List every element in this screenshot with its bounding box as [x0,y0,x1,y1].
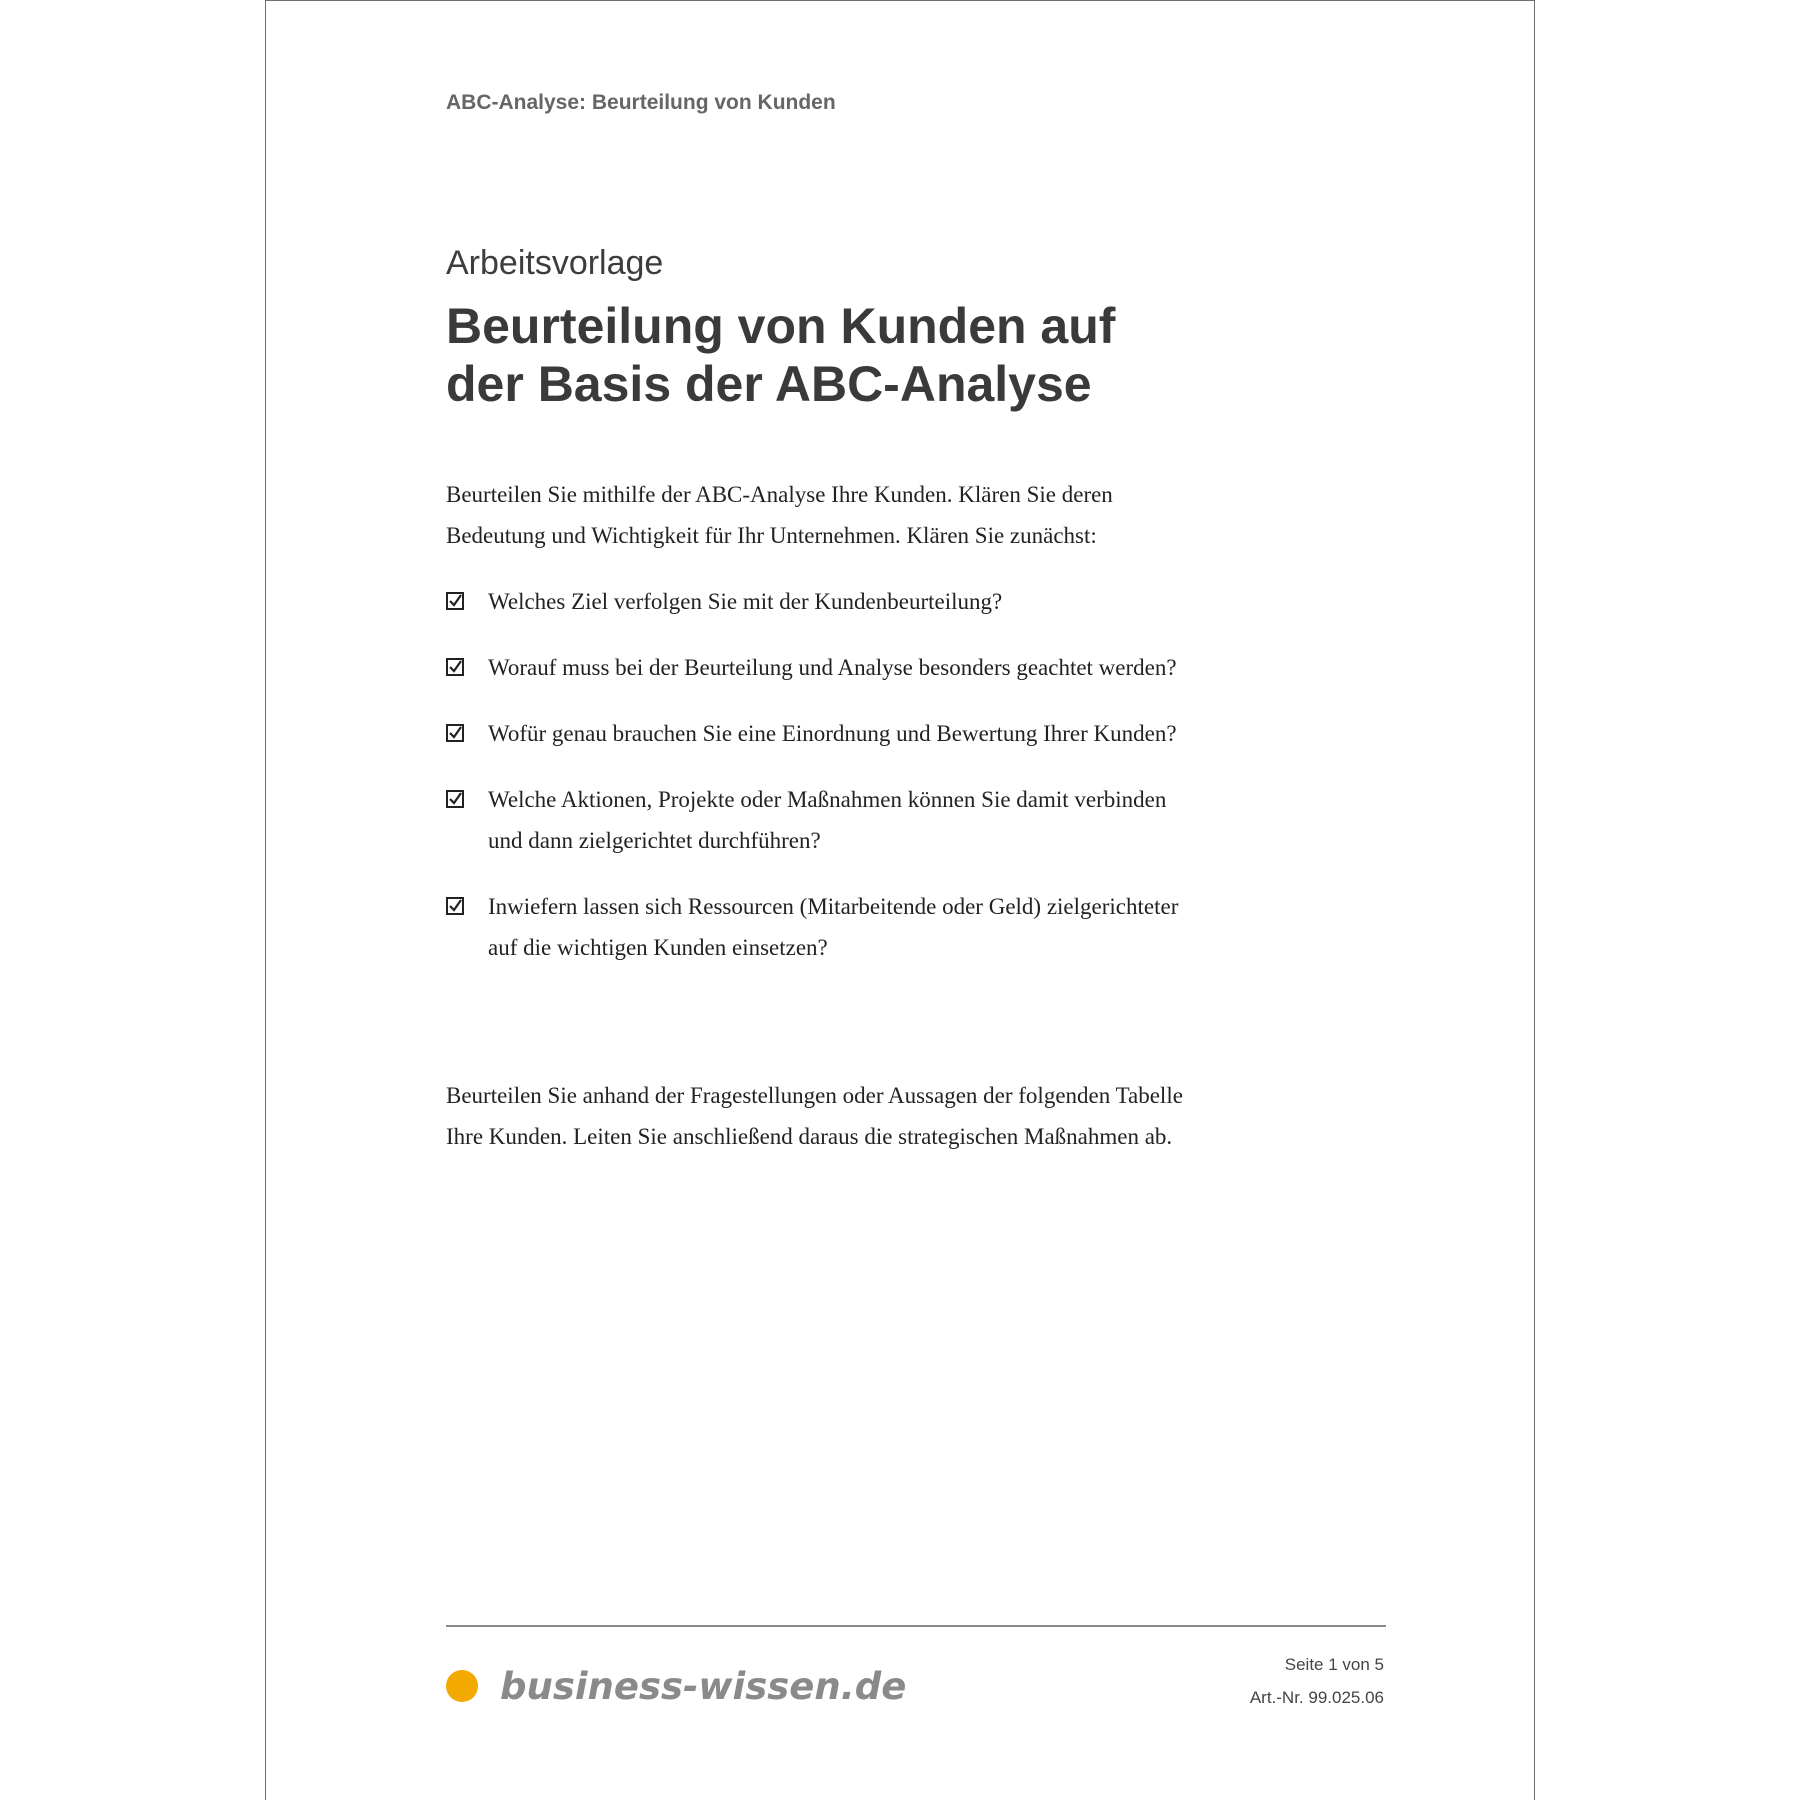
checklist-item [446,581,1186,622]
intro-paragraph: Beurteilen Sie mithilfe der ABC-Analyse Ihre Kunden. Klären Sie deren Bedeutung und Wichtigkeit für Ihr Unternehmen. Klären Sie zunächst: [446,482,1113,548]
logo-dot-icon [446,1670,478,1702]
outro-paragraph: Beurteilen Sie anhand der Fragestellungen oder Aussagen der folgenden Tabelle Ihre Kunden. Leiten Sie anschließend daraus die strategischen Maßnahmen ab. [446,1083,1183,1149]
checklist-item [446,713,1186,754]
checked-box-icon [446,658,464,676]
footer-divider [446,1625,1386,1627]
question-checklist [446,581,1186,993]
checklist-item-text: Wofür genau brauchen Sie eine Einordnung und Bewertung Ihrer Kunden? [488,721,1177,746]
checked-box-icon [446,724,464,742]
document-title [446,297,1206,413]
checked-box-icon [446,897,464,915]
logo-wordmark: business-wissen.de [500,1664,907,1708]
title-line-1: Beurteilung von Kunden auf [446,298,1116,354]
document-kicker: Arbeitsvorlage [446,244,664,282]
article-number: Art.-Nr. 99.025.06 [1249,1688,1384,1707]
footer-meta [1250,1648,1384,1714]
checklist-item-text: Welche Aktionen, Projekte oder Maßnahmen können Sie damit verbinden und dann zielgerichtet durchführen? [488,787,1167,853]
checked-box-icon [446,790,464,808]
checklist-item [446,886,1186,968]
title-line-2: der Basis der ABC-Analyse [446,356,1092,412]
checklist-item [446,779,1186,861]
document-page [265,0,1535,1800]
checklist-item-text: Welches Ziel verfolgen Sie mit der Kundenbeurteilung? [488,589,1003,614]
checked-box-icon [446,592,464,610]
checklist-item-text: Inwiefern lassen sich Ressourcen (Mitarbeitende oder Geld) zielgerichteter auf die wichtigen Kunden einsetzen? [488,894,1179,960]
running-header: ABC-Analyse: Beurteilung von Kunden [446,91,836,114]
brand-logo [446,1656,906,1716]
checklist-item-text: Worauf muss bei der Beurteilung und Analyse besonders geachtet werden? [488,655,1177,680]
page-number: Seite 1 von 5 [1284,1655,1384,1674]
checklist-item [446,647,1186,688]
